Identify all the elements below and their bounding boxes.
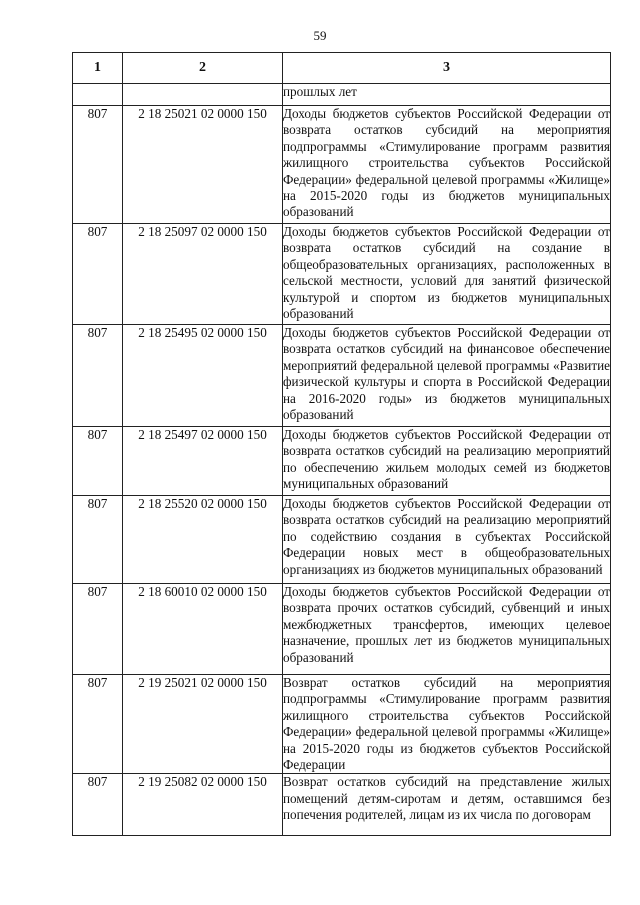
income-codes-table [72, 52, 611, 836]
table-row [73, 584, 611, 675]
continuation-row [73, 84, 611, 106]
admin-code: 807 [73, 675, 123, 774]
table-row [73, 774, 611, 836]
table-row [73, 675, 611, 774]
budget-classification-code: 2 18 25495 02 0000 150 [123, 325, 283, 427]
admin-code: 807 [73, 224, 123, 325]
budget-classification-code: 2 18 25097 02 0000 150 [123, 224, 283, 325]
admin-code: 807 [73, 584, 123, 675]
admin-code: 807 [73, 427, 123, 496]
income-description: Доходы бюджетов субъектов Российской Федерации от возврата остатков субсидий на создание в общеобразовательных организациях, расположенных в сельской местности, условий для занятий физической культурой и спортом из бюджетов муниципальных образований [283, 224, 611, 325]
table-row [73, 224, 611, 325]
income-description: Доходы бюджетов субъектов Российской Федерации от возврата остатков субсидий на реализацию мероприятий по обеспечению жильем молодых семей из бюджетов муниципальных образований [283, 427, 611, 496]
budget-classification-code: 2 18 25520 02 0000 150 [123, 496, 283, 584]
column-header-2: 2 [123, 53, 283, 84]
budget-classification-code: 2 19 25082 02 0000 150 [123, 774, 283, 836]
table-row [73, 496, 611, 584]
admin-code: 807 [73, 496, 123, 584]
income-description: Доходы бюджетов субъектов Российской Федерации от возврата остатков субсидий на мероприятия подпрограммы «Стимулирование программ развития жилищного строительства субъектов Российской Федерации» федеральной целевой программы «Жилище» на 2015-2020 годы из бюджетов муниципальных образований [283, 106, 611, 224]
budget-classification-code: 2 18 25021 02 0000 150 [123, 106, 283, 224]
budget-classification-code: 2 18 25497 02 0000 150 [123, 427, 283, 496]
income-description: Доходы бюджетов субъектов Российской Федерации от возврата остатков субсидий на реализацию мероприятий по содействию создания в субъектах Российской Федерации новых мест в общеобразовательных организациях из бюджетов муниципальных образований [283, 496, 611, 584]
budget-classification-code: 2 18 60010 02 0000 150 [123, 584, 283, 675]
continuation-admin-cell [73, 84, 123, 106]
income-description: Возврат остатков субсидий на представление жилых помещений детям-сиротам и детям, оставшимся без попечения родителей, лицам из их числа по договорам [283, 774, 611, 836]
income-description: Доходы бюджетов субъектов Российской Федерации от возврата прочих остатков субсидий, субвенций и иных межбюджетных трансфертов, имеющих целевое назначение, прошлых лет из бюджетов муниципальных образований [283, 584, 611, 675]
column-header-3: 3 [283, 53, 611, 84]
page-number: 59 [313, 28, 327, 43]
continuation-code-cell [123, 84, 283, 106]
table-header-row [73, 53, 611, 84]
admin-code: 807 [73, 325, 123, 427]
income-description: Возврат остатков субсидий на мероприятия подпрограммы «Стимулирование программ развития жилищного строительства субъектов Российской Федерации» федеральной целевой программы «Жилище» на 2015-2020 годы из бюджетов субъектов Российской Федерации [283, 675, 610, 773]
table-row [73, 106, 611, 224]
continuation-text: прошлых лет [283, 84, 611, 106]
income-description: Доходы бюджетов субъектов Российской Федерации от возврата остатков субсидий на финансовое обеспечение мероприятий федеральной целевой программы «Развитие физической культуры и спорта в Российской Федерации на 2016-2020 годы» из бюджетов муниципальных образований [283, 325, 611, 427]
budget-classification-code: 2 19 25021 02 0000 150 [123, 675, 283, 774]
table-row [73, 427, 611, 496]
table-row [73, 325, 611, 427]
column-header-1: 1 [73, 53, 123, 84]
admin-code: 807 [73, 106, 123, 224]
admin-code: 807 [73, 774, 123, 836]
